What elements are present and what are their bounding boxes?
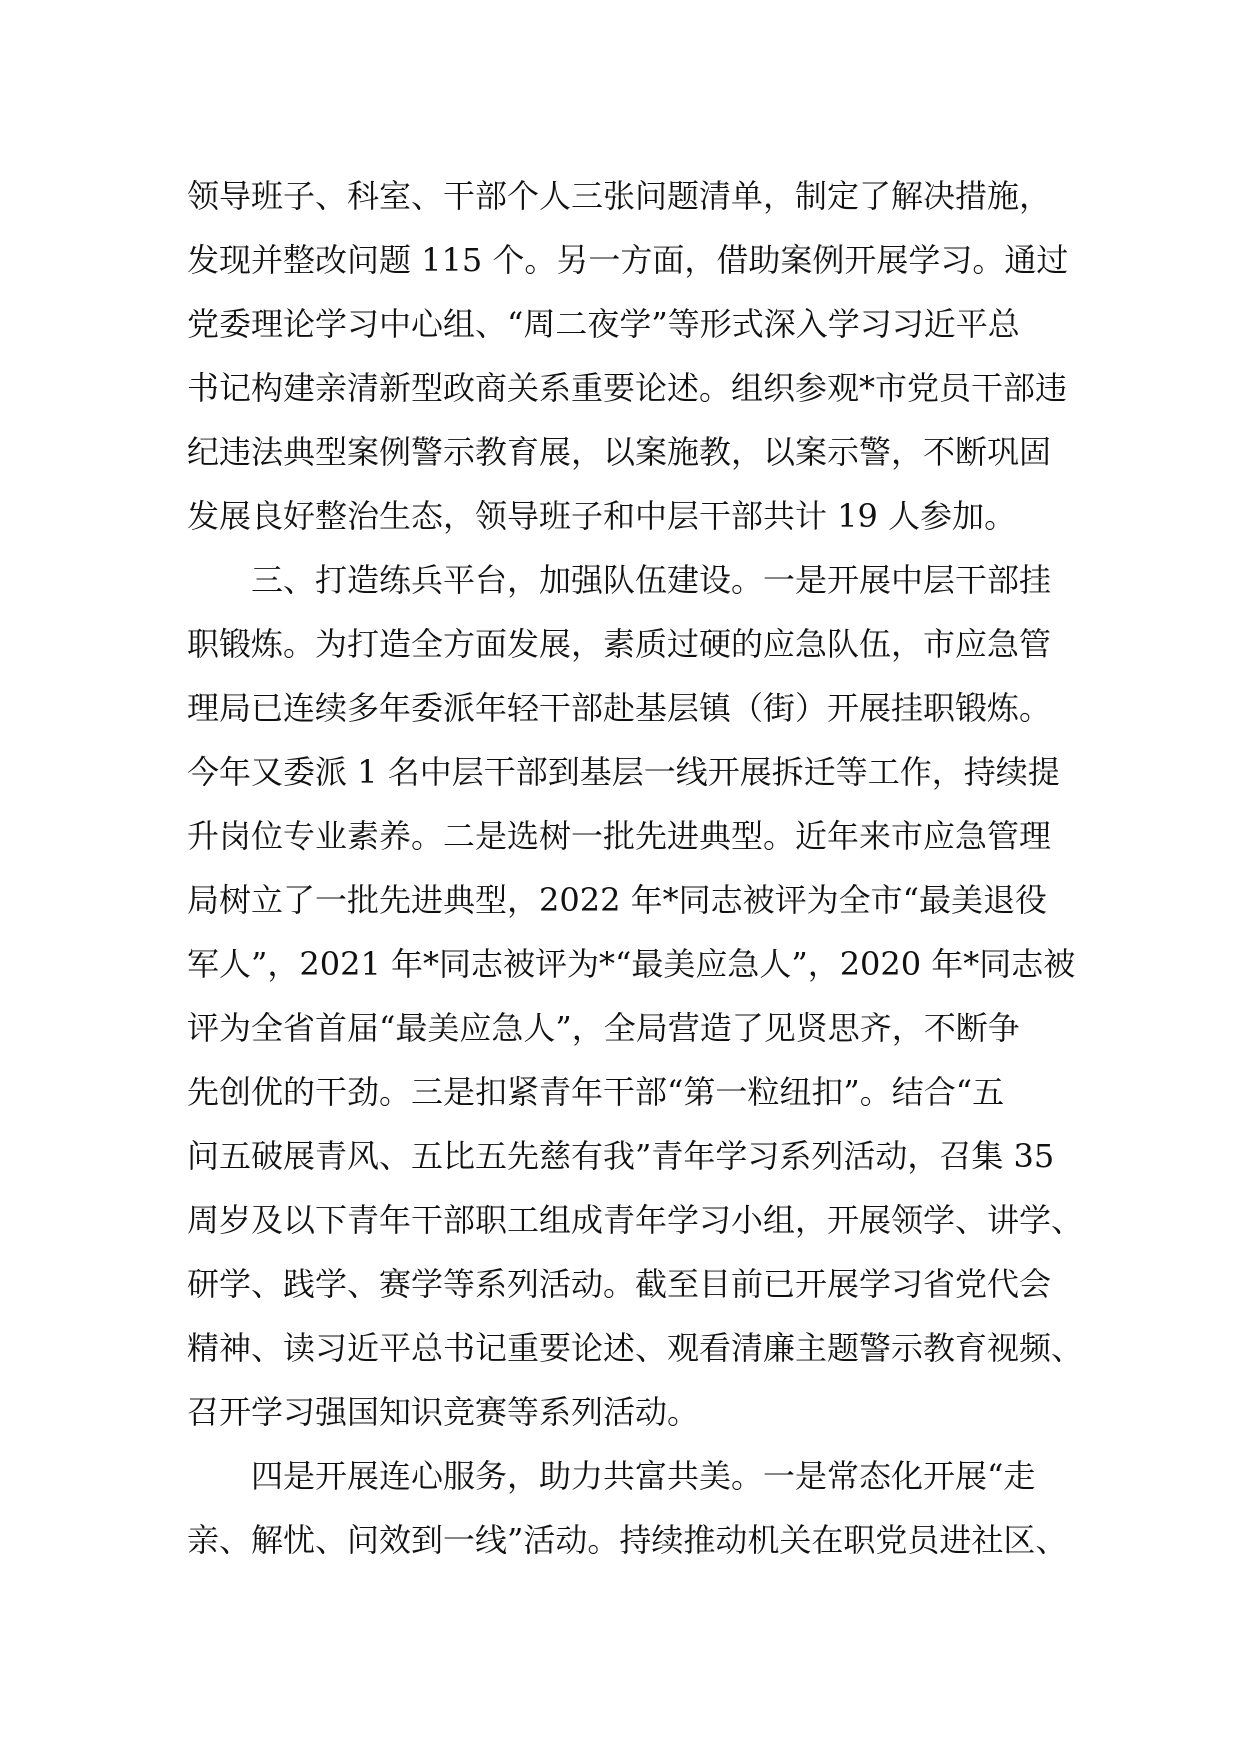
text-line: 理局已连续多年委派年轻干部赴基层镇（街）开展挂职锻炼。 — [187, 689, 1052, 727]
text-line: 召开学习强国知识竞赛等系列活动。 — [187, 1393, 700, 1431]
paragraph — [187, 548, 1084, 1444]
text-line: 问五破展青风、五比五先慈有我”青年学习系列活动，召集 35 — [187, 1137, 1055, 1175]
text-line: 三、打造练兵平台，加强队伍建设。一是开展中层干部挂 — [251, 561, 1052, 599]
text-line: 党委理论学习中心组、“周二夜学”等形式深入学习习近平总 — [187, 305, 1020, 343]
text-line: 职锻炼。为打造全方面发展，素质过硬的应急队伍，市应急管 — [187, 625, 1052, 663]
text-line: 军人”，2021 年*同志被评为*“最美应急人”，2020 年*同志被 — [187, 945, 1076, 983]
text-line: 升岗位专业素养。二是选树一批先进典型。近年来市应急管理 — [187, 817, 1052, 855]
text-line: 领导班子、科室、干部个人三张问题清单，制定了解决措施， — [187, 177, 1052, 215]
text-line: 先创优的干劲。三是扣紧青年干部“第一粒纽扣”。结合“五 — [187, 1073, 1005, 1111]
text-line: 发展良好整治生态，领导班子和中层干部共计 19 人参加。 — [187, 497, 1017, 535]
text-line: 评为全省首届“最美应急人”，全局营造了见贤思齐，不断争 — [187, 1009, 1020, 1047]
text-line: 研学、践学、赛学等系列活动。截至目前已开展学习省党代会 — [187, 1265, 1052, 1303]
paragraph — [187, 1444, 1067, 1572]
text-line: 局树立了一批先进典型，2022 年*同志被评为全市“最美退役 — [187, 881, 1047, 919]
text-line: 今年又委派 1 名中层干部到基层一线开展拆迁等工作，持续提 — [187, 753, 1060, 791]
text-line: 周岁及以下青年干部职工组成青年学习小组，开展领学、讲学、 — [187, 1201, 1084, 1239]
text-line: 发现并整改问题 115 个。另一方面，借助案例开展学习。通过 — [187, 241, 1069, 279]
text-line: 亲、解忧、问效到一线”活动。持续推动机关在职党员进社区、 — [187, 1521, 1068, 1559]
document-body — [187, 164, 1084, 1572]
text-line: 纪违法典型案例警示教育展，以案施教，以案示警，不断巩固 — [187, 433, 1052, 471]
text-line: 书记构建亲清新型政商关系重要论述。组织参观*市党员干部违 — [187, 369, 1068, 407]
text-line: 四是开展连心服务，助力共富共美。一是常态化开展“走 — [251, 1457, 1036, 1495]
paragraph — [187, 164, 1067, 548]
text-line: 精神、读习近平总书记重要论述、观看清廉主题警示教育视频、 — [187, 1329, 1084, 1367]
